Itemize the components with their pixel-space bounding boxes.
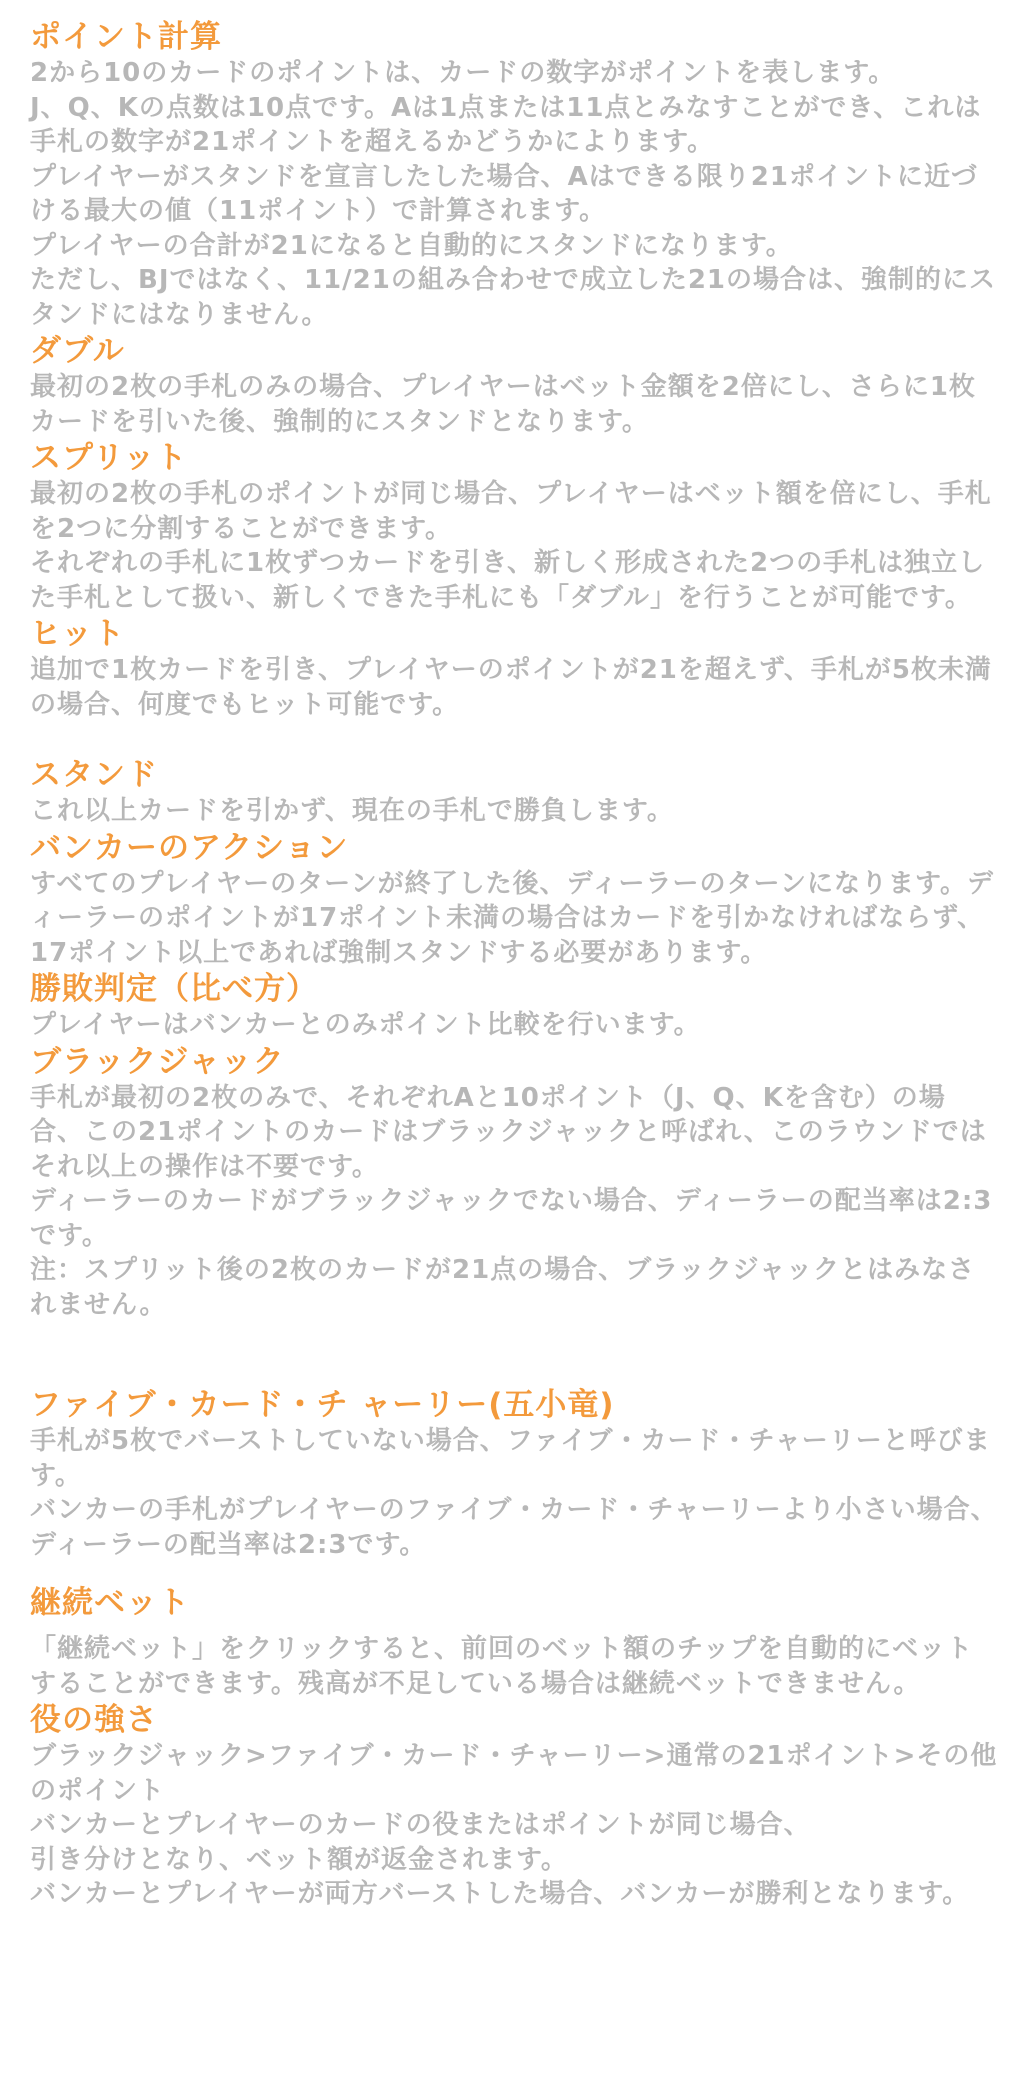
section-hit [30, 615, 998, 722]
paragraph: 追加で1枚カードを引き、プレイヤーのポイントが21を超えず、手札が5枚未満の場合、何度でもヒット可能です。 [30, 655, 992, 720]
paragraph: 「継続ベット」をクリックすると、前回のベット額のチップを自動的にベットすることができます。残高が不足している場合は継続ベットできません。 [30, 1634, 974, 1699]
paragraph: J、Q、Kの点数は10点です。Aは1点または11点とみなすことができ、これは手札の数字が21ポイントを超えるかどうかによります。 [30, 92, 982, 157]
paragraph: 2から10のカードのポイントは、カードの数字がポイントを表します。 [30, 58, 896, 88]
section-title: スタンド [30, 757, 158, 793]
section-title: スプリット [30, 440, 188, 476]
section-title: 役の強さ [30, 1702, 158, 1738]
paragraph: バンカーとプレイヤーが両方バーストした場合、バンカーが勝利となります。 [30, 1879, 970, 1909]
section-judgement [30, 970, 998, 1043]
section-title: 勝敗判定（比べ方） [30, 971, 318, 1007]
spacer [30, 1562, 998, 1584]
section-title: ポイント計算 [30, 19, 222, 55]
paragraph: ブラックジャック>ファイブ・カード・チャーリー>通常の21ポイント>その他のポイント [30, 1741, 998, 1806]
paragraph: 引き分けとなり、ベット額が返金されます。 [30, 1844, 568, 1875]
section-stand [30, 756, 998, 829]
paragraph: これ以上カードを引かず、現在の手札で勝負します。 [30, 796, 674, 826]
paragraph: ただし、BJではなく、11/21の組み合わせで成立した21の場合は、強制的にスタンドにはなりません。 [30, 265, 997, 330]
section-title: ファイブ・カード・チ ャーリー(五小竜) [30, 1387, 615, 1423]
section-blackjack [30, 1043, 998, 1323]
paragraph: バンカーの手札がプレイヤーのファイブ・カード・チャーリーより小さい場合、ディーラーの配当率は2:3です。 [30, 1495, 998, 1560]
paragraph: バンカーとプレイヤーのカードの役またはポイントが同じ場合、 [30, 1810, 811, 1840]
paragraph: すべてのプレイヤーのターンが終了した後、ディーラーのターンになります。ディーラーのポイントが17ポイント未満の場合はカードを引かなければならず、17ポイント以上であれば強制スタンドする必要があります。 [30, 868, 994, 968]
paragraph: 最初の2枚の手札のみの場合、プレイヤーはベット金額を2倍にし、さらに1枚カードを引いた後、強制的にスタンドとなります。 [30, 372, 976, 437]
paragraph: 注：スプリット後の2枚のカードが21点の場合、ブラックジャックとはみなされません。 [30, 1255, 976, 1320]
paragraph: 手札が5枚でバーストしていない場合、ファイブ・カード・チャーリーと呼びます。 [30, 1426, 991, 1491]
section-double [30, 332, 998, 439]
paragraph: ディーラーのカードがブラックジャックでない場合、ディーラーの配当率は2:3です。 [30, 1186, 993, 1251]
spacer [30, 1622, 998, 1632]
section-continue-bet [30, 1584, 998, 1701]
section-title: バンカーのアクション [30, 829, 349, 866]
paragraph: それぞれの手札に1枚ずつカードを引き、新しく形成された2つの手札は独立した手札として扱い、新しくできた手札にも「ダブル」を行うことが可能です。 [30, 548, 986, 613]
section-title: ブラックジャック [30, 1043, 285, 1080]
section-title: ヒット [30, 616, 126, 652]
paragraph: プレイヤーはバンカーとのみポイント比較を行います。 [30, 1010, 701, 1040]
section-split [30, 439, 998, 615]
paragraph: プレイヤーの合計が21になると自動的にスタンドになります。 [30, 230, 793, 261]
paragraph: プレイヤーがスタンドを宣言したした場合、Aはできる限り21ポイントに近づける最大の値（11ポイント）で計算されます。 [30, 161, 978, 226]
paragraph: 手札が最初の2枚のみで、それぞれAと10ポイント（J、Q、Kを含む）の場合、この21ポイントのカードはブラックジャックと呼ばれ、このラウンドではそれ以上の操作は不要です。 [30, 1082, 987, 1182]
section-hand-ranking [30, 1701, 998, 1912]
paragraph: 最初の2枚の手札のポイントが同じ場合、プレイヤーはベット額を倍にし、手札を2つに分割することができます。 [30, 479, 992, 544]
section-title: 継続ベット [30, 1585, 190, 1621]
section-five-card-charlie [30, 1386, 998, 1562]
section-banker-action [30, 829, 998, 971]
section-title: ダブル [30, 333, 125, 369]
spacer [30, 1322, 998, 1386]
spacer [30, 722, 998, 756]
section-point-calculation [30, 18, 998, 332]
